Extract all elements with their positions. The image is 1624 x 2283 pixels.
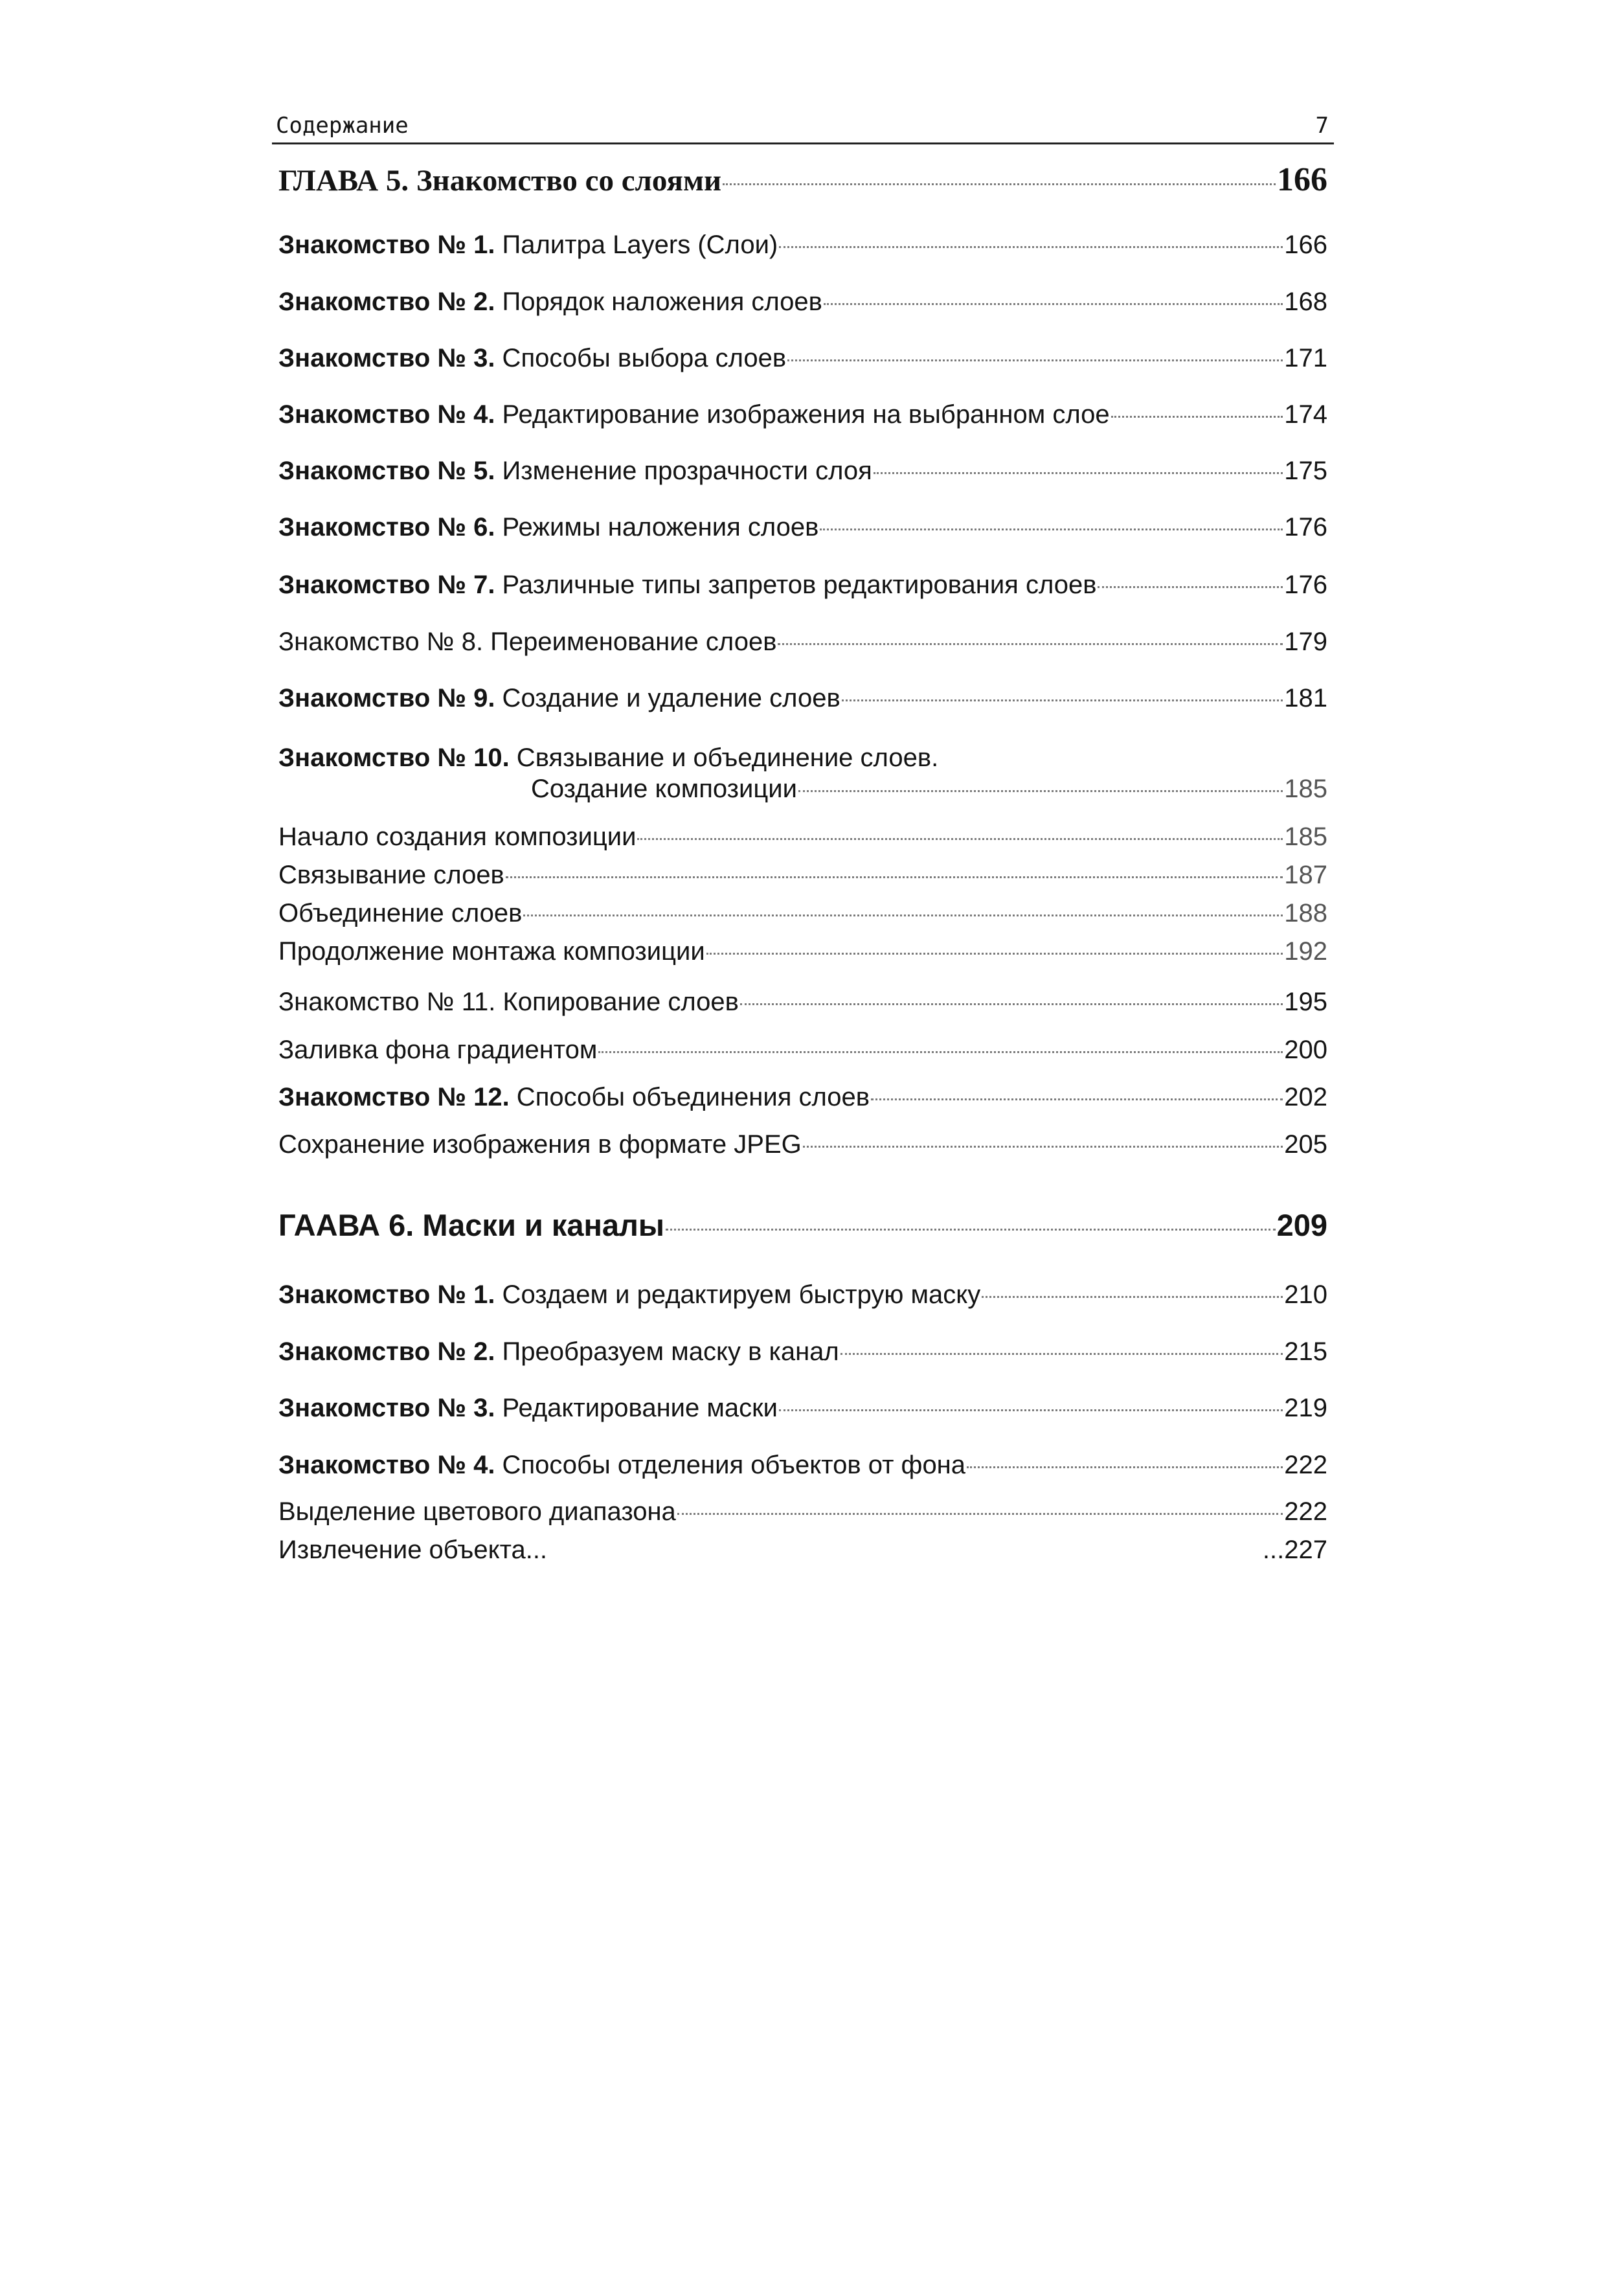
running-head-title: Содержание xyxy=(276,113,409,139)
dot-leader xyxy=(874,472,1283,474)
toc-subentry[interactable] xyxy=(278,1533,1327,1567)
dot-leader xyxy=(842,699,1283,701)
entry-title: Режимы наложения слоев xyxy=(495,513,819,541)
page-number: ...227 xyxy=(1262,1536,1327,1564)
entry-title: Начало создания композиции xyxy=(278,823,637,851)
page-number: 171 xyxy=(1284,344,1327,372)
dot-leader xyxy=(779,246,1283,248)
toc-entry[interactable] xyxy=(278,1080,1327,1114)
page-number: 181 xyxy=(1284,684,1327,712)
page-number: 192 xyxy=(1284,937,1327,966)
entry-title: Извлечение объекта... xyxy=(278,1536,548,1564)
dot-leader xyxy=(787,359,1283,361)
page-number: 176 xyxy=(1284,513,1327,541)
dot-leader xyxy=(598,1051,1283,1053)
entry-title: Порядок наложения слоев xyxy=(495,288,822,316)
toc-entry[interactable] xyxy=(278,398,1327,431)
running-head-page-number: 7 xyxy=(1315,113,1329,139)
toc-subentry[interactable] xyxy=(278,858,1327,892)
entry-number: Знакомство № 12. xyxy=(278,1083,510,1111)
entry-title: Знакомство № 8. Переименование слоев xyxy=(278,628,777,656)
page-number: 222 xyxy=(1284,1451,1327,1479)
entry-number: Знакомство № 9. xyxy=(278,684,495,712)
toc-entry[interactable] xyxy=(278,510,1327,544)
toc-subentry[interactable] xyxy=(278,820,1327,854)
entry-title: Выделение цветового диапазона xyxy=(278,1497,676,1526)
entry-number: Знакомство № 7. xyxy=(278,571,495,599)
entry-title: Продолжение монтажа композиции xyxy=(278,937,705,966)
page-number: 188 xyxy=(1284,899,1327,927)
dot-leader xyxy=(677,1513,1283,1515)
entry-number: Знакомство № 3. xyxy=(278,344,495,372)
toc-subentry[interactable] xyxy=(278,1495,1327,1528)
dot-leader xyxy=(506,876,1283,878)
toc-entry-10-first-line[interactable] xyxy=(278,741,1327,775)
toc-entry[interactable] xyxy=(278,285,1327,319)
toc-entry[interactable] xyxy=(278,625,1327,659)
entry-title: Объединение слоев xyxy=(278,899,523,927)
entry-number: Знакомство № 10. xyxy=(278,744,510,772)
entry-title: Связывание слоев xyxy=(278,861,504,889)
page-number: 174 xyxy=(1284,400,1327,429)
entry-title: Сохранение изображения в формате JPEG xyxy=(278,1130,802,1159)
toc-entry[interactable] xyxy=(278,454,1327,488)
entry-number: Знакомство № 2. xyxy=(278,1337,495,1366)
entry-title: Связывание и объединение слоев. xyxy=(509,744,939,772)
toc-entry[interactable] xyxy=(278,985,1327,1019)
page-number: 205 xyxy=(1284,1130,1327,1159)
dot-leader xyxy=(523,914,1283,916)
entry-title: Заливка фона градиентом xyxy=(278,1036,598,1064)
entry-number: Знакомство № 4. xyxy=(278,1451,495,1479)
entry-number: Знакомство № 6. xyxy=(278,513,495,541)
entry-title: Создание и удаление слоев xyxy=(495,684,840,712)
toc-entry[interactable] xyxy=(278,568,1327,602)
page-number: 210 xyxy=(1284,1280,1327,1309)
toc-entry[interactable] xyxy=(278,1128,1327,1161)
entry-title: Различные типы запретов редактирования слоев xyxy=(495,571,1097,599)
chapter-title: ГЛАВА 5. Знакомство со слоями xyxy=(278,164,722,198)
page-number: 209 xyxy=(1276,1208,1327,1242)
page-number: 185 xyxy=(1284,775,1327,803)
page-number: 215 xyxy=(1284,1337,1327,1366)
page-number: 195 xyxy=(1284,988,1327,1016)
dot-leader xyxy=(820,528,1283,530)
toc-entry[interactable] xyxy=(278,341,1327,375)
entry-title: Изменение прозрачности слоя xyxy=(495,457,872,485)
dot-leader xyxy=(1111,416,1283,418)
dot-leader xyxy=(723,183,1276,185)
page-number: 202 xyxy=(1284,1083,1327,1111)
dot-leader xyxy=(778,643,1283,645)
chapter-6-heading[interactable] xyxy=(278,1206,1327,1245)
dot-leader xyxy=(637,838,1283,840)
page-number: 166 xyxy=(1284,231,1327,259)
dot-leader xyxy=(840,1353,1283,1355)
dot-leader xyxy=(798,790,1283,792)
dot-leader xyxy=(779,1409,1283,1411)
dot-leader xyxy=(740,1003,1283,1005)
toc-subentry[interactable] xyxy=(278,896,1327,930)
page-number: 200 xyxy=(1284,1036,1327,1064)
page-number: 187 xyxy=(1284,861,1327,889)
chapter-title: ГААВА 6. Маски и каналы xyxy=(278,1208,665,1242)
toc-entry[interactable] xyxy=(278,1335,1327,1369)
toc-entry[interactable] xyxy=(278,228,1327,262)
entry-number: Знакомство № 4. xyxy=(278,400,495,429)
toc-entry[interactable] xyxy=(278,1448,1327,1482)
entry-title: Способы выбора слоев xyxy=(495,344,787,372)
entry-title-continuation: Создание композиции xyxy=(531,775,797,803)
toc-entry[interactable] xyxy=(278,1391,1327,1425)
toc-entry-10-continuation[interactable] xyxy=(531,772,1327,806)
page-number: 219 xyxy=(1284,1394,1327,1422)
dot-leader xyxy=(967,1466,1283,1468)
dot-leader xyxy=(803,1146,1283,1148)
entry-number: Знакомство № 5. xyxy=(278,457,495,485)
dot-leader xyxy=(871,1098,1283,1100)
entry-number: Знакомство № 1. xyxy=(278,231,495,259)
dot-leader xyxy=(824,303,1283,305)
page-number: 185 xyxy=(1284,823,1327,851)
entry-title: Редактирование изображения на выбранном слое xyxy=(495,400,1110,429)
entry-number: Знакомство № 2. xyxy=(278,288,495,316)
page-number: 175 xyxy=(1284,457,1327,485)
entry-title: Способы объединения слоев xyxy=(509,1083,870,1111)
page-number: 176 xyxy=(1284,571,1327,599)
page-number: 179 xyxy=(1284,628,1327,656)
page-number: 168 xyxy=(1284,288,1327,316)
page-number: 222 xyxy=(1284,1497,1327,1526)
toc-entry[interactable] xyxy=(278,1278,1327,1312)
entry-title: Палитра Layers (Слои) xyxy=(495,231,778,259)
dot-leader xyxy=(706,953,1283,955)
page-number: 166 xyxy=(1277,161,1327,198)
entry-title: Знакомство № 11. Копирование слоев xyxy=(278,988,739,1016)
chapter-5-heading[interactable] xyxy=(278,161,1327,200)
entry-title: Редактирование маски xyxy=(495,1394,778,1422)
dot-leader xyxy=(1098,586,1283,588)
dot-leader xyxy=(982,1296,1283,1298)
running-head xyxy=(272,104,1334,144)
dot-leader xyxy=(666,1229,1276,1231)
entry-title: Создаем и редактируем быструю маску xyxy=(495,1280,981,1309)
entry-number: Знакомство № 3. xyxy=(278,1394,495,1422)
entry-title: Способы отделения объектов от фона xyxy=(495,1451,966,1479)
toc-subentry[interactable] xyxy=(278,935,1327,968)
toc-entry[interactable] xyxy=(278,681,1327,715)
toc-entry[interactable] xyxy=(278,1033,1327,1067)
entry-number: Знакомство № 1. xyxy=(278,1280,495,1309)
entry-title: Преобразуем маску в канал xyxy=(495,1337,839,1366)
